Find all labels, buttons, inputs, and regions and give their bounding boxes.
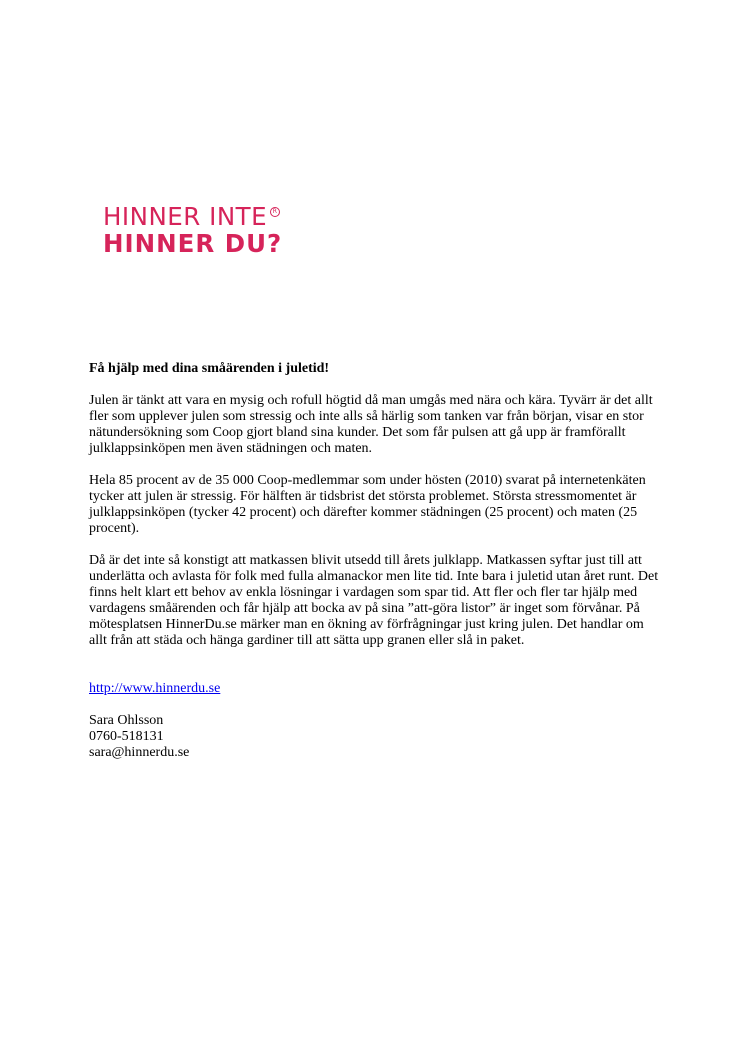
document-body: [89, 361, 664, 761]
logo-line-1-text: HINNER INTE: [103, 202, 268, 231]
logo: [103, 202, 283, 258]
registered-mark-icon: R: [270, 207, 280, 217]
contact-name: Sara Ohlsson: [89, 713, 164, 728]
paragraph-2: Hela 85 procent av de 35 000 Coop-medlemmar som under hösten (2010) svarat på internetenkäten tycker att julen är stressig. För hälften är tidsbrist det största problemet. Största stressmomentet är julklappsinköpen (tycker 42 procent) och därefter kommer städningen (25 procent) och maten (25 procent).: [89, 473, 646, 536]
contact-email: sara@hinnerdu.se: [89, 745, 190, 760]
logo-line-1: [103, 202, 282, 231]
logo-line-2: HINNER DU?: [103, 228, 283, 258]
paragraph-1: Julen är tänkt att vara en mysig och rofull högtid då man umgås med nära och kära. Tyvärr är det allt fler som upplever julen som stressig och inte alls så härlig som tanken var från början, visar en stor nätundersökning som Coop gjort bland sina kunder. Det som får pulsen att gå upp är framförallt julklappsinköpen men även städningen och maten.: [89, 393, 653, 456]
website-link[interactable]: http://www.hinnerdu.se: [89, 681, 221, 696]
document-heading: Få hjälp med dina småärenden i juletid!: [89, 361, 330, 376]
contact-phone: 0760-518131: [89, 729, 164, 744]
paragraph-3: Då är det inte så konstigt att matkassen blivit utsedd till årets julklapp. Matkassen syftar just till att underlätta och avlasta för folk med fulla almanackor men lite tid. Inte bara i juletid utan året runt. Det finns helt klart ett behov av enkla lösningar i vardagen som spar tid. Att fler och fler tar hjälp med vardagens småärenden och får hjälp att bocka av på sina ”att-göra listor” är inget som förvånar. På mötesplatsen HinnerDu.se märker man en ökning av förfrågningar just kring julen. Det handlar om allt från att städa och hänga gardiner till att sätta upp granen eller slå in paket.: [89, 553, 659, 648]
contact-block: [89, 713, 664, 761]
